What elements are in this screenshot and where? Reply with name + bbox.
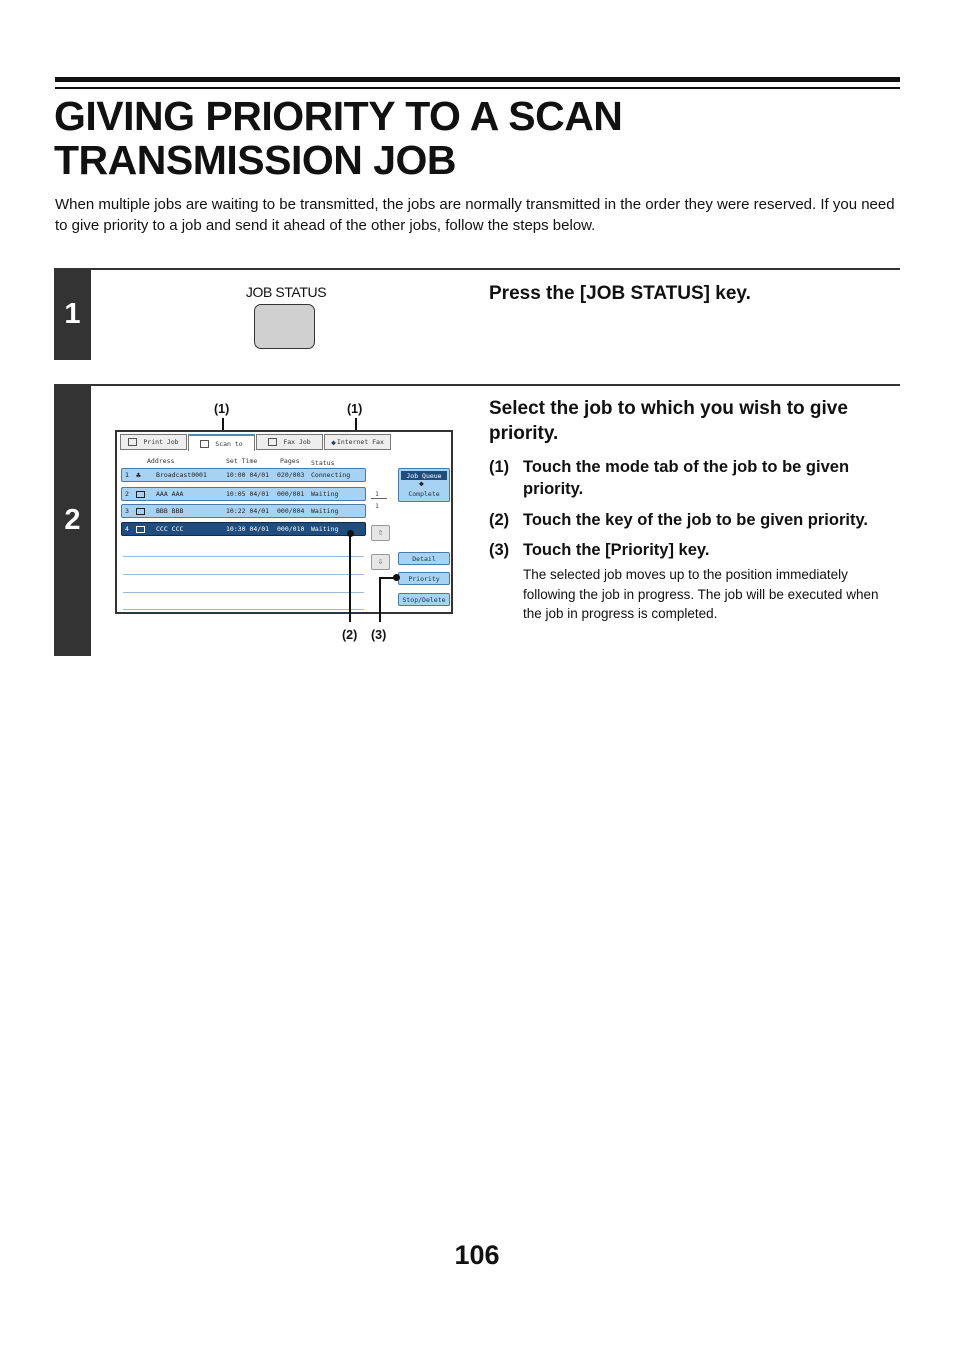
job-row-4[interactable] (121, 522, 366, 536)
tab-scan-to-label: Scan to (215, 439, 243, 448)
email-icon (136, 526, 145, 533)
tab-internet-fax-label: Internet Fax (336, 438, 384, 446)
page-title-line1: GIVING PRIORITY TO A SCAN (54, 93, 623, 139)
callout-1-right: (1) (347, 402, 363, 416)
job-row-4-status: Waiting (311, 525, 339, 533)
globe-icon: ◆ (331, 437, 336, 447)
email-icon (136, 491, 145, 498)
job-row-1-time: 10:00 04/01 (226, 471, 270, 479)
callout-3-leader-horizontal (379, 577, 395, 579)
job-row-3[interactable] (121, 504, 366, 518)
arrow-up-icon: ⇧ (377, 528, 384, 538)
tab-print-job-label: Print Job (143, 438, 179, 446)
job-row-3-pages: 000/004 (277, 507, 305, 515)
step2-note: The selected job moves up to the position immediately following the job in progress. The job will be executed when the job in progress is completed. (523, 567, 879, 621)
job-row-2-address: AAA AAA (156, 490, 184, 498)
step2-item-3-number: (3) (489, 541, 510, 559)
step2-item-1-number: (1) (489, 458, 510, 476)
empty-row-line (123, 592, 364, 593)
step2-item-2 (489, 509, 895, 531)
scanner-icon (200, 440, 209, 448)
intro-paragraph: When multiple jobs are waiting to be transmitted, the jobs are normally transmitted in the order they were reserved. If you need to give priority to a job and send it ahead of the other jobs, follow the steps below. (55, 196, 895, 234)
title-bottom-rule (55, 87, 900, 89)
step2-item-2-text: Touch the key of the job to be given priority. (523, 511, 868, 529)
job-queue-label: Job Queue (401, 471, 447, 480)
header-status: Status (311, 459, 335, 467)
job-row-2[interactable] (121, 487, 366, 501)
job-row-4-address: CCC CCC (156, 525, 184, 533)
step2-number: 2 (54, 384, 91, 656)
empty-row-line (123, 609, 364, 610)
job-row-4-pages: 000/010 (277, 525, 305, 533)
complete-label: Complete (408, 490, 440, 498)
callout-3: (3) (371, 628, 387, 642)
job-row-3-number: 3 (125, 507, 129, 515)
title-top-rule (55, 77, 900, 82)
job-row-2-status: Waiting (311, 490, 339, 498)
detail-button[interactable]: Detail (398, 552, 450, 565)
job-row-1-address: Broadcast0001 (156, 471, 207, 479)
tab-fax-job[interactable] (256, 434, 323, 450)
printer-icon (128, 438, 137, 446)
header-set-time: Set Time (226, 457, 258, 465)
page-title (54, 94, 904, 182)
stop-delete-button[interactable]: Stop/Delete (398, 593, 450, 606)
page-title-line2: TRANSMISSION JOB (54, 137, 457, 183)
arrow-down-icon: ⇩ (377, 557, 384, 567)
broadcast-icon: ♣ (136, 470, 141, 480)
job-row-2-pages: 000/001 (277, 490, 305, 498)
tab-fax-job-label: Fax Job (283, 438, 311, 446)
job-row-4-number: 4 (125, 525, 129, 533)
fax-icon (268, 438, 277, 446)
empty-row-line (123, 574, 364, 575)
priority-button[interactable]: Priority (398, 572, 450, 585)
step2-heading: Select the job to which you wish to give priority. (489, 398, 848, 444)
callout-2: (2) (342, 628, 358, 642)
step2-item-1-text: Touch the mode tab of the job to be given priority. (523, 458, 850, 498)
callout-1-left: (1) (214, 402, 230, 416)
job-status-screen (115, 430, 453, 614)
job-row-1-status: Connecting (311, 471, 351, 479)
job-row-1-number: 1 (125, 471, 129, 479)
scroll-up-button[interactable] (371, 525, 390, 541)
job-row-3-time: 10:22 04/01 (226, 507, 270, 515)
step2-top-rule (91, 384, 900, 386)
tab-scan-to[interactable] (188, 434, 255, 451)
callout-2-leader (349, 534, 351, 622)
scroll-down-button[interactable] (371, 554, 390, 570)
callout-3-leader (379, 577, 381, 622)
step1-heading: Press the [JOB STATUS] key. (489, 283, 751, 304)
header-address: Address (147, 457, 175, 465)
step2-item-2-number: (2) (489, 511, 510, 529)
job-row-3-address: BBB BBB (156, 507, 184, 515)
job-row-2-time: 10:05 04/01 (226, 490, 270, 498)
step2-item-3-text: Touch the [Priority] key. (523, 541, 710, 559)
job-status-key[interactable] (254, 304, 315, 349)
job-row-4-time: 10:30 04/01 (226, 525, 270, 533)
step1-number: 1 (54, 268, 91, 360)
step2-item-3 (489, 539, 895, 561)
toggle-arrows-icon: ◆ (419, 479, 424, 488)
step1-top-rule (91, 268, 900, 270)
page-number: 106 (454, 1240, 500, 1270)
job-status-key-label: JOB STATUS (245, 284, 327, 300)
job-row-1-pages: 020/003 (277, 471, 305, 479)
page-current: 1 (375, 490, 379, 498)
empty-row-line (123, 556, 364, 557)
page-divider (371, 498, 387, 499)
header-pages: Pages (280, 457, 300, 465)
page-total: 1 (375, 502, 379, 510)
tab-print-job[interactable] (120, 434, 187, 450)
job-row-2-number: 2 (125, 490, 129, 498)
job-row-3-status: Waiting (311, 507, 339, 515)
queue-complete-toggle[interactable] (398, 468, 450, 502)
tab-internet-fax[interactable] (324, 434, 391, 450)
email-icon (136, 508, 145, 515)
step2-item-1 (489, 456, 895, 500)
job-row-1[interactable] (121, 468, 366, 482)
